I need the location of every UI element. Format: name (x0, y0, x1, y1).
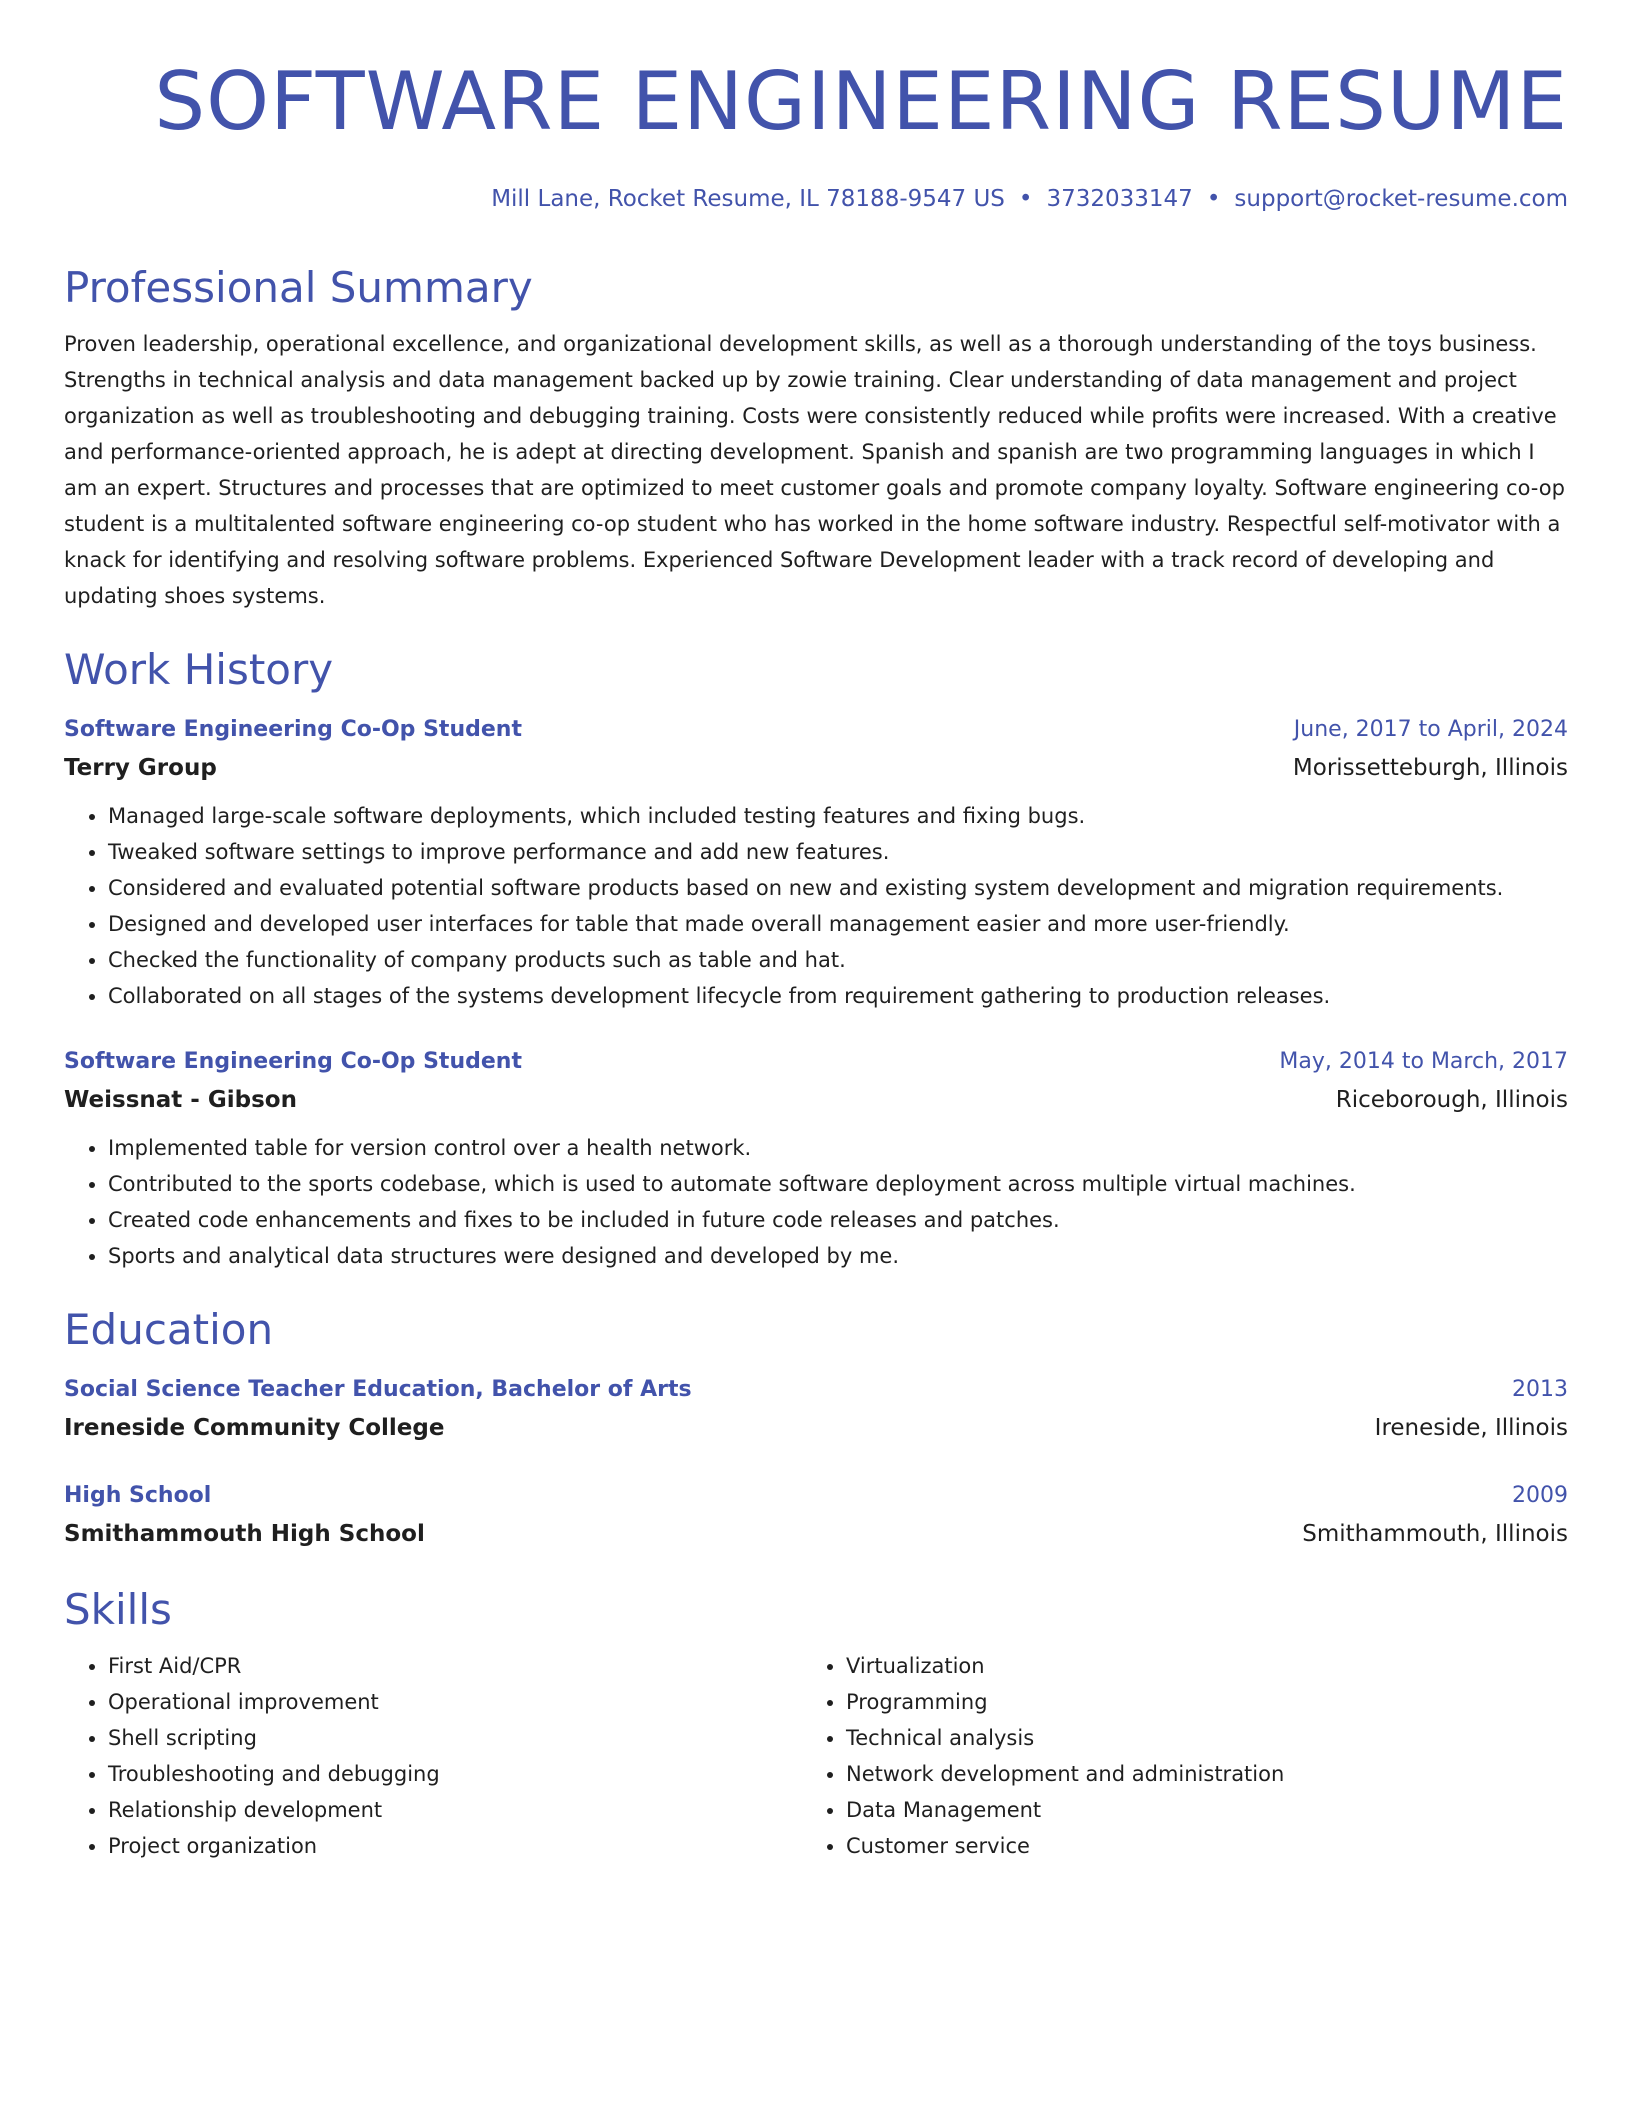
education-heading: Education (64, 1305, 274, 1354)
summary-heading: Professional Summary (64, 263, 533, 312)
education-header-row (64, 1372, 1568, 1408)
job-dates: June, 2017 to April, 2024 (1293, 717, 1568, 742)
contact-email: support@rocket-resume.com (1234, 186, 1568, 212)
summary-text: Proven leadership, operational excellence, and organizational development skills, as well as a thorough understanding of the toys business. Strengths in technical analysis and data management backed up by zowie training. Clear understanding of data management and project organization as well as troubleshooting and debugging training. Costs were consistently reduced while profits were increased. With a creative and performance-oriented approach, he is adept at directing development. Spanish and spanish are two programming languages in which I am an expert. Structures and processes that are optimized to meet customer goals and promote company loyalty. Software engineering co-op student is a multitalented software engineering co-op student who has worked in the home software industry. Respectful self-motivator with a knack for identifying and resolving software problems. Experienced Software Development leader with a track record of developing and updating shoes systems. (64, 332, 1565, 608)
job-location: Riceborough, Illinois (1335, 1087, 1568, 1113)
education-entry (64, 1372, 1568, 1448)
skill-item: • First Aid/CPR (108, 1648, 802, 1684)
work-history-section (64, 642, 1568, 1274)
resume-title: SOFTWARE ENGINEERING RESUME (154, 55, 1568, 148)
skill-item: • Troubleshooting and debugging (108, 1756, 802, 1792)
skill-item: • Customer service (846, 1828, 1540, 1864)
education-entry (64, 1478, 1568, 1554)
skill-item: • Programming (846, 1684, 1540, 1720)
skills-column-left (64, 1648, 802, 1864)
job-company: Weissnat - Gibson (64, 1087, 297, 1113)
skills-column-right (802, 1648, 1540, 1864)
education-location: Ireneside, Illinois (1374, 1415, 1568, 1441)
job-company-row (64, 748, 1568, 788)
skills-heading: Skills (64, 1585, 172, 1634)
list-item: • Designed and developed user interfaces for table that made overall management easier and more user-friendly. (108, 906, 1568, 942)
skill-item: • Project organization (108, 1828, 802, 1864)
skill-item: • Operational improvement (108, 1684, 802, 1720)
contact-separator: • (1018, 186, 1033, 212)
education-location: Smithammouth, Illinois (1302, 1521, 1568, 1547)
list-item: • Tweaked software settings to improve performance and add new features. (108, 834, 1568, 870)
job-entry (64, 712, 1568, 1014)
skill-item: • Network development and administration (846, 1756, 1540, 1792)
list-item: • Checked the functionality of company products such as table and hat. (108, 942, 1568, 978)
list-item: • Considered and evaluated potential software products based on new and existing system development and migration requirements. (108, 870, 1568, 906)
list-item: • Created code enhancements and fixes to be included in future code releases and patches. (108, 1202, 1568, 1238)
job-bullets (64, 1130, 1568, 1274)
education-school: Smithammouth High School (64, 1521, 425, 1547)
job-title: Software Engineering Co-Op Student (64, 717, 522, 742)
contact-address: Mill Lane, Rocket Resume, IL 78188-9547 US (491, 186, 1005, 212)
contact-separator: • (1206, 186, 1221, 212)
job-company: Terry Group (64, 755, 217, 781)
education-school-row (64, 1408, 1568, 1448)
skill-item: • Relationship development (108, 1792, 802, 1828)
job-entry (64, 1044, 1568, 1274)
list-item: • Sports and analytical data structures were designed and developed by me. (108, 1238, 1568, 1274)
skill-item: • Shell scripting (108, 1720, 802, 1756)
contact-line (64, 182, 1568, 216)
job-bullets (64, 798, 1568, 1014)
education-school-row (64, 1514, 1568, 1554)
education-header-row (64, 1478, 1568, 1514)
job-location: Morissetteburgh, Illinois (1292, 755, 1568, 781)
list-item: • Contributed to the sports codebase, which is used to automate software deployment across multiple virtual machines. (108, 1166, 1568, 1202)
skills-section (64, 1582, 1568, 1864)
list-item: • Collaborated on all stages of the systems development lifecycle from requirement gathering to production releases. (108, 978, 1568, 1014)
job-dates: May, 2014 to March, 2017 (1279, 1049, 1568, 1074)
job-company-row (64, 1080, 1568, 1120)
skill-item: • Virtualization (846, 1648, 1540, 1684)
education-school: Ireneside Community College (64, 1415, 445, 1441)
job-header-row (64, 1044, 1568, 1080)
summary-section (64, 260, 1568, 614)
work-history-heading: Work History (64, 645, 334, 694)
job-title: Software Engineering Co-Op Student (64, 1049, 522, 1074)
job-header-row (64, 712, 1568, 748)
education-year: 2013 (1512, 1377, 1568, 1402)
skill-item: • Data Management (846, 1792, 1540, 1828)
education-degree: Social Science Teacher Education, Bachelor of Arts (64, 1377, 692, 1402)
contact-phone: 3732033147 (1046, 186, 1193, 212)
education-section (64, 1302, 1568, 1554)
education-year: 2009 (1512, 1483, 1568, 1508)
education-degree: High School (64, 1483, 212, 1508)
skill-item: • Technical analysis (846, 1720, 1540, 1756)
skills-grid (64, 1648, 1568, 1864)
list-item: • Implemented table for version control over a health network. (108, 1130, 1568, 1166)
list-item: • Managed large-scale software deployments, which included testing features and fixing bugs. (108, 798, 1568, 834)
